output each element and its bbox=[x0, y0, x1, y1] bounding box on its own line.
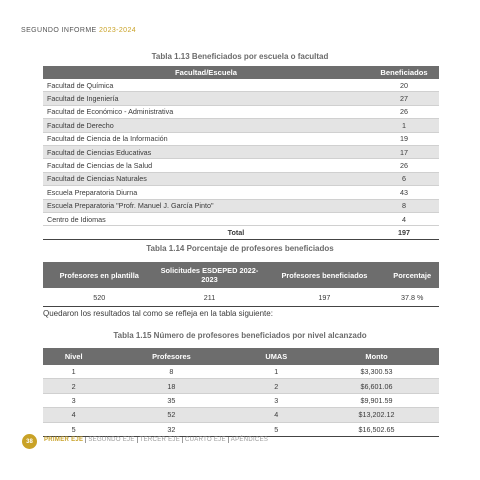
cell-teachers: 32 bbox=[104, 422, 238, 436]
cell-school-name: Escuela Preparatoria "Profr. Manuel J. García Pinto" bbox=[43, 199, 369, 212]
table-row bbox=[43, 379, 439, 393]
running-header bbox=[21, 27, 136, 34]
column-header-level: Nivel bbox=[43, 348, 104, 365]
cell-teachers: 52 bbox=[104, 408, 238, 422]
cell-school-name: Facultad de Ciencias de la Salud bbox=[43, 159, 369, 172]
body-paragraph: Quedaron los resultados tal como se refleja en la tabla siguiente: bbox=[43, 309, 273, 318]
cell-beneficiaries: 26 bbox=[369, 105, 439, 118]
cell-amount: $9,901.59 bbox=[314, 393, 439, 407]
cell-level: 4 bbox=[43, 408, 104, 422]
column-header-staff: Profesores en plantilla bbox=[43, 262, 156, 288]
cell-school-name: Facultad de Ciencias Naturales bbox=[43, 172, 369, 185]
cell-beneficiaries: 26 bbox=[369, 159, 439, 172]
cell-level: 3 bbox=[43, 393, 104, 407]
table3-caption: Tabla 1.15 Número de profesores beneficiados por nivel alcanzado bbox=[113, 331, 367, 340]
cell-beneficiaries: 8 bbox=[369, 199, 439, 212]
nav-link-cuarto-eje[interactable]: CUARTO EJE bbox=[183, 437, 229, 443]
cell-school-name: Facultad de Química bbox=[43, 79, 369, 92]
cell-level: 5 bbox=[43, 422, 104, 436]
cell-level: 2 bbox=[43, 379, 104, 393]
cell-amount: $6,601.06 bbox=[314, 379, 439, 393]
cell-umas: 1 bbox=[238, 365, 314, 379]
cell-beneficiaries: 1 bbox=[369, 119, 439, 132]
cell-school-name: Centro de Idiomas bbox=[43, 212, 369, 225]
total-value: 197 bbox=[369, 226, 439, 239]
cell-school-name: Facultad de Derecho bbox=[43, 119, 369, 132]
cell-beneficiaries: 43 bbox=[369, 186, 439, 199]
column-header-umas: UMAS bbox=[238, 348, 314, 365]
cell-beneficiaries: 4 bbox=[369, 212, 439, 225]
cell-umas: 5 bbox=[238, 422, 314, 436]
cell-beneficiaries: 17 bbox=[369, 145, 439, 158]
table-row bbox=[43, 172, 439, 185]
cell-percentage: 37.8 % bbox=[385, 288, 439, 307]
table2-caption: Tabla 1.14 Porcentaje de profesores beneficiados bbox=[146, 244, 334, 253]
column-header-beneficiaries: Beneficiados bbox=[369, 66, 439, 79]
cell-school-name: Facultad de Ciencias Educativas bbox=[43, 145, 369, 158]
table-row bbox=[43, 199, 439, 212]
column-header-percentage: Porcentaje bbox=[385, 262, 439, 288]
column-header-amount: Monto bbox=[314, 348, 439, 365]
table-row bbox=[43, 288, 439, 307]
cell-beneficiaries: 19 bbox=[369, 132, 439, 145]
table-row bbox=[43, 212, 439, 225]
table-row bbox=[43, 422, 439, 436]
total-label: Total bbox=[43, 226, 369, 239]
total-row bbox=[43, 226, 439, 239]
cell-umas: 2 bbox=[238, 379, 314, 393]
nav-link-apendices[interactable]: APÉNDICES bbox=[230, 437, 269, 443]
cell-umas: 4 bbox=[238, 408, 314, 422]
table-row bbox=[43, 132, 439, 145]
table-row bbox=[43, 408, 439, 422]
cell-beneficiaries: 27 bbox=[369, 92, 439, 105]
nav-link-segundo-eje[interactable]: SEGUNDO EJE bbox=[86, 437, 137, 443]
column-header-teachers: Profesores bbox=[104, 348, 238, 365]
cell-school-name: Escuela Preparatoria Diurna bbox=[43, 186, 369, 199]
report-years: 2023-2024 bbox=[98, 27, 137, 34]
table-row bbox=[43, 159, 439, 172]
cell-amount: $3,300.53 bbox=[314, 365, 439, 379]
beneficiaries-by-level-table bbox=[43, 348, 439, 437]
cell-amount: $16,502.65 bbox=[314, 422, 439, 436]
table-row bbox=[43, 92, 439, 105]
column-header-school: Facultad/Escuela bbox=[43, 66, 369, 79]
table-row bbox=[43, 119, 439, 132]
table-row bbox=[43, 186, 439, 199]
cell-requests: 211 bbox=[156, 288, 264, 307]
column-header-beneficiaries: Profesores beneficiados bbox=[264, 262, 386, 288]
nav-link-primer-eje[interactable]: PRIMER EJE bbox=[44, 437, 86, 443]
table-row bbox=[43, 79, 439, 92]
cell-amount: $13,202.12 bbox=[314, 408, 439, 422]
cell-beneficiaries: 197 bbox=[264, 288, 386, 307]
table-row bbox=[43, 365, 439, 379]
table-row bbox=[43, 393, 439, 407]
column-header-requests: Solicitudes ESDEPED 2022-2023 bbox=[156, 262, 264, 288]
cell-level: 1 bbox=[43, 365, 104, 379]
table-row bbox=[43, 105, 439, 118]
beneficiaries-by-school-table bbox=[43, 66, 439, 240]
cell-umas: 3 bbox=[238, 393, 314, 407]
cell-teachers: 35 bbox=[104, 393, 238, 407]
report-title: SEGUNDO INFORME bbox=[21, 27, 97, 34]
cell-staff: 520 bbox=[43, 288, 156, 307]
cell-school-name: Facultad de Ingeniería bbox=[43, 92, 369, 105]
cell-school-name: Facultad de Económico - Administrativa bbox=[43, 105, 369, 118]
page-number: 38 bbox=[22, 434, 37, 449]
cell-beneficiaries: 6 bbox=[369, 172, 439, 185]
cell-beneficiaries: 20 bbox=[369, 79, 439, 92]
nav-link-tercer-eje[interactable]: TERCER EJE bbox=[138, 437, 183, 443]
table1-caption: Tabla 1.13 Beneficiados por escuela o facultad bbox=[151, 52, 329, 61]
table-row bbox=[43, 145, 439, 158]
cell-teachers: 8 bbox=[104, 365, 238, 379]
footer-section-nav bbox=[44, 437, 270, 443]
teacher-percentage-table bbox=[43, 262, 439, 307]
cell-school-name: Facultad de Ciencia de la Información bbox=[43, 132, 369, 145]
cell-teachers: 18 bbox=[104, 379, 238, 393]
